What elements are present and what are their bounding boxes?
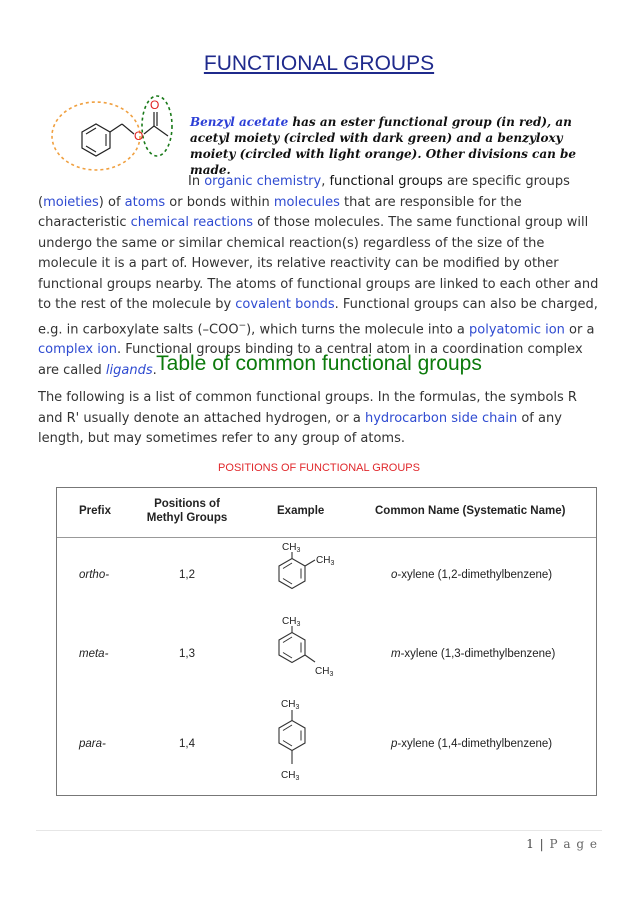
link-chemical-reactions[interactable]: chemical reactions — [130, 215, 253, 230]
section-heading: Table of common functional groups — [156, 352, 482, 375]
meta-ch3-b: $CH_3$ — [315, 666, 334, 678]
list-paragraph: The following is a list of common functional groups. In the formulas, the symbols R and R' usually denote an attached hydrogen, or a hydrocarbon side chain of any length, but may sometimes refer to any group of atoms. — [38, 390, 577, 446]
link-moieties[interactable]: moieties — [43, 194, 99, 210]
ortho-ch3-b: $CH_3$ — [316, 555, 335, 567]
row-ortho-name: o-xylene (1,2-dimethylbenzene) — [391, 569, 553, 581]
row-ortho-prefix: ortho- — [79, 569, 110, 581]
para-ch3-b: $CH_3$ — [281, 770, 300, 782]
row-meta-name: m-xylene (1,3-dimethylbenzene) — [391, 648, 556, 660]
header-prefix: Prefix — [79, 505, 111, 517]
row-meta-prefix: meta- — [79, 648, 109, 660]
meta-xylene-structure — [253, 614, 373, 694]
page-label: P a g e — [549, 837, 598, 851]
row-para-name: p-xylene (1,4-dimethylbenzene) — [391, 738, 553, 750]
footer-rule — [36, 830, 602, 831]
ortho-xylene-structure — [253, 540, 373, 610]
xylene-table — [56, 487, 597, 796]
row-ortho-positions: 1,2 — [179, 569, 195, 581]
row-para-prefix: para- — [79, 738, 106, 750]
meta-ch3-a: $CH_3$ — [282, 616, 301, 628]
link-ligands[interactable]: ligands — [105, 362, 153, 378]
link-hydrocarbon-side-chain[interactable]: hydrocarbon side chain — [364, 410, 518, 426]
link-covalent-bonds[interactable]: covalent bonds — [235, 297, 335, 312]
header-positions-1: Positions of — [154, 498, 220, 510]
oxygen-carbonyl: O — [150, 98, 160, 112]
para-ch3-a: $CH_3$ — [281, 699, 300, 711]
row-meta-positions: 1,3 — [179, 648, 195, 660]
link-polyatomic-ion[interactable]: polyatomic ion — [469, 321, 565, 337]
header-rule — [57, 537, 596, 538]
table-caption: POSITIONS OF FUNCTIONAL GROUPS — [218, 462, 420, 474]
ortho-ch3-a: $CH_3$ — [282, 542, 301, 554]
page-number: 1 — [526, 837, 535, 851]
page-title: FUNCTIONAL GROUPS — [203, 52, 435, 75]
oxygen-ester: O — [134, 129, 144, 143]
row-para-positions: 1,4 — [179, 738, 195, 750]
para-xylene-structure — [265, 694, 345, 794]
link-atoms[interactable]: atoms — [124, 194, 166, 210]
benzyl-acetate-structure — [50, 92, 190, 172]
link-complex-ion[interactable]: complex ion — [38, 342, 118, 358]
link-organic-chemistry[interactable]: organic chemistry — [204, 174, 322, 189]
link-molecules[interactable]: molecules — [273, 194, 340, 210]
intro-paragraph: In organic chemistry, functional groups are specific groups (moieties) of atoms or bonds within molecules that are responsible for the characteristic chemical reactions of those molecules. The same functional group will undergo the same or similar chemical reaction(s) regardless of the size of the molecule it is a part of. However, its relative reactivity can be modified by other functional groups nearby. The atoms of functional groups are linked to each other and to the rest of the molecule by covalent bonds. Functional groups can also be charged, e.g. in carboxylate salts (–COO−), which turns the molecule into a polyatomic ion or a complex ion. Functional groups binding to a central atom in a coordination complex are called ligands. — [38, 174, 599, 378]
header-common-name: Common Name (Systematic Name) — [375, 505, 566, 517]
header-example: Example — [277, 505, 325, 517]
benzyl-acetate-link[interactable]: Benzyl acetate — [190, 115, 289, 129]
image-caption: Benzyl acetate has an ester functional group (in red), an acetyl moiety (circled with dark green) and a benzyloxy moiety (circled with light orange). Other divisions can be made. — [190, 115, 577, 177]
page-footer: 1 | P a g e — [526, 837, 598, 851]
header-positions-2: Methyl Groups — [146, 512, 228, 524]
functional-groups-term: functional groups — [329, 174, 443, 189]
